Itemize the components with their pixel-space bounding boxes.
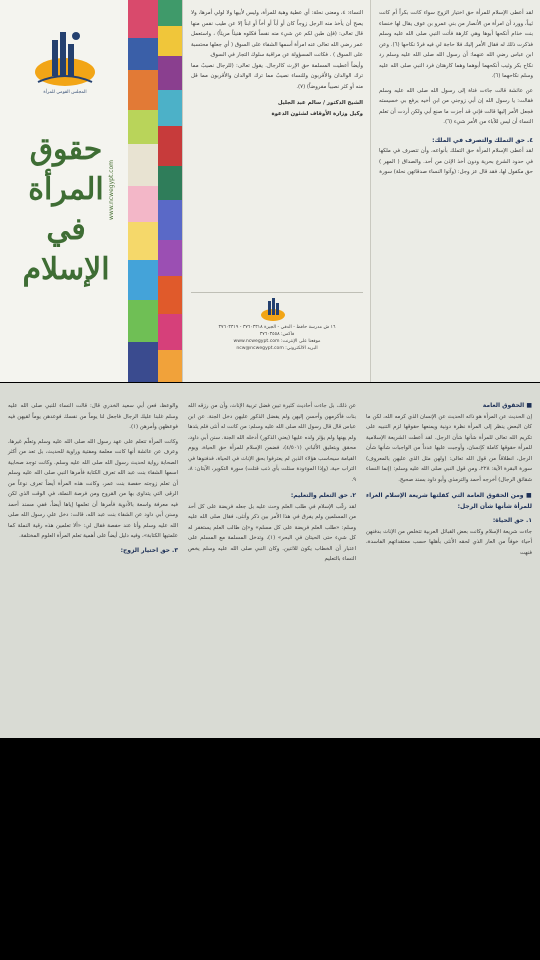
contact-fax: فاكس: ٣٧٦٠٣٥٥٨ (259, 332, 295, 337)
section-heading-right-to-life: ١. حق الحياة: (492, 517, 532, 524)
inner-left-column (8, 401, 178, 556)
inner-right-paragraph-1: إن الحديث عن المرأة هو ذاته الحديث عن الإنسان الذي كرمه الله، لكن ما كان البعض ينظر إلى المرأة نظرة دونية ويمنعها حقوقها لزم التنبيه على تكريم الله تعالى للمرأة شأنها شأن الرجل. لقد أعطت الشريعة الإسلامية للمرأة حقوقها كاملة كإنسان، وأوجبت عليها عدداً من الواجبات شأنها شأن الرجل، انطلاقاً من قول الله تعالى: (ولهن مثل الذي عليهن بالمعروف) سورة البقرة الآية: ٢٢٨، ومن قول النبي صلى الله عليه وسلم: (إنما النساء شقائق الرجال) أخرجه أحمد والترمذي وأبو داود بسند صحيح. (366, 413, 532, 483)
section-heading-choose-husband: ٣. حق اختيار الزوج: (120, 546, 178, 554)
middle-panel (182, 0, 370, 382)
cover-title-line2: المرأة في (28, 172, 104, 247)
signature-title: وكيل وزارة الأوقاف لشئون الدعوة (271, 110, 363, 117)
contact-email[interactable]: البريد الالكتروني: ncw@ncwegypt.com (236, 346, 318, 351)
contact-block (191, 324, 363, 352)
signature-name: الشيخ الدكتور / سالم عبد الجليل (277, 100, 363, 106)
inner-middle-paragraph-1: عن ذلك، بل جاءت أحاديث كثيرة تبين فضل تربية الإناث، وأن من رزقه الله بنات فأكرمهن وأحسن إليهن ولم يفضل الذكور عليهن دخل الجنة. عن ابن عباس قال قال رسول الله صلى الله عليه وسلم: من كانت له أنثى فلم يئدها ولم يهنها ولم يؤثر ولده عليها (يعني الذكور) أدخله الله الجنة. سنن أبي داود، محقق وبتعليق الألباني (٤/٥٠١)، فضمن الإسلام للمرأة حق الحياة، ويوم القيامة سيحاسب هؤلاء الذين لم يعترفوا بحق الإناث في الحياة، فدفنوها في التراب حية، (وإذا الموءودة سئلت بأي ذنب قتلت) سورة التكوير، الآيتان: ٨، ٩. (188, 403, 356, 483)
divider (191, 292, 363, 293)
inner-left-paragraph-1: والوعظ، فعن أبي سعيد الخدري قال: قالت النساء للنبي صلى الله عليه وسلم غلبنا عليك الرجال فاجعل لنا يوماً من نفسك فوعدهن يوماً لقيهن فيه فوعظهن وأمرهن (١). (8, 403, 178, 430)
section-heading-ownership: ٤. حق التملك والتصرف في الملك: (432, 136, 533, 144)
contact-address: ١٦ ش مدرسة حافظ - الدقي - الجيزة ٣٧٦٠٣٣١٨ - ٣٧٦٠٣٣١٩ (218, 325, 336, 330)
ncw-logo-icon (30, 26, 100, 92)
brochure-outer-side (0, 0, 540, 382)
cover-panel (0, 0, 128, 382)
right-panel (370, 0, 540, 382)
brochure-inner-side (0, 383, 540, 738)
inner-middle-paragraph-2: لقد رغّب الإسلام في طلب العلم وحث عليه بل جعله فريضة على كل أحد من المسلمين ولم يفرق في هذا الأمر بين ذكر وأنثى، فقال صلى الله عليه وسلم: «طلب العلم فريضة على كل مسلم» و«إن طالب العلم يستغفر له كل شيء حتى الحيتان في البحر» (١)، وتدخل المسلمة مع المسلم على اعتبار أن الخطاب يكون للاثنين. وكان النبي صلى الله عليه وسلم يخص النساء بالتعليم (188, 503, 357, 562)
public-rights-title: الحقوق العامة (482, 402, 525, 409)
cover-title-line1: حقوق (29, 132, 103, 167)
contact-site[interactable]: موقعنا على الإنترنت: www.ncwegypt.com (233, 339, 321, 344)
middle-paragraph-2: وأيضاً أعطيت المسلمة حق الإرث كالرجال. يقول تعالى: (للرجال نصيبٌ مما ترك الوالدان والأقربون وللنساء نصيبٌ مما ترك الوالدان والأقربون مما قل منه أو كثر نصيباً مفروضاً) (٧). (191, 62, 363, 90)
inner-left-paragraph-2: وكانت المرأة تتعلم على عهد رسول الله صلى الله عليه وسلم وتعلّم غيرها، وعرف عن عائشة أنها كانت معلمة ومفتية وراوية للحديث، بل تعد من أكثر الصحابة رواية لحديث رسول الله صلى الله عليه وسلم. وكانت توجد صحابية اسمها الشفاء بنت عبد الله تعرف الكتابة فأمرها النبي صلى الله عليه وسلم أن تعلم زوجته حفصة بنت عمر، وكانت هذه المرأة أيضاً تعرف نوعاً من الرقى التي يتداوى بها من القروح ومن فرصة النملة، في الوقت الذي لكن فيه معرفة واسعة بالأدوية فأمرها أن تعلمها إياها أيضاً، ففي مسند أحمد وسنن أبي داود عن الشفاء بنت عبد الله، قالت: دخل علي رسول الله صلى الله عليه وسلم وأنا عند حفصة فقال لي: «ألا تعلمين هذه رقية النملة كما علمتيها الكتابة»، وفيه دليل أيضاً على أهمية تعلم المرأة العلوم المختلفة. (8, 438, 178, 539)
right-paragraph-1: لقد أعطى الإسلام للمرأة حق اختيار الزوج سواء كانت بكراً أم كانت ثيباً، وورد أن امرأة من الأنصار من بني عمرو بن عوف يقال لها خنساء بنت خذام أنكحها أبوها وهي كارهة فأتت النبي صلى الله عليه وسلم فذكرت ذلك له فقال الأمر إليك فلا حاجة لي فيه فردّ نكاحها (٦). وعن ابن عباس رضي الله عنهما: أن رسول الله صلى الله عليه وسلم رد نكاح بكر وثيب أنكحهما أبوهما وهما كارهتان فرد النبي صلى الله عليه وسلم نكاحهما (٦). (379, 10, 533, 79)
right-paragraph-3: لقد أعطى الإسلام المرأة حق التملك بأنواعه، وأن تتصرف في ملكها في حدود الشرع بحرية ودون أخذ الإذن من أحد. والصداق ( المهر ) حق مكفول لها، فقد قال عز وجل: (وآتوا النساء صدقاتهن نحلة) سورة (379, 148, 533, 175)
inner-middle-column (188, 401, 356, 565)
mosaic-strip (128, 0, 182, 382)
section-heading-education: ٢. حق التعلم والتعليم: (290, 492, 356, 499)
right-paragraph-2: عن عائشة قالت جاءت فتاة إلى رسول الله صلى الله عليه وسلم فقالت: يا رسول الله إن أبي زوجني من ابن أخيه يرفع بي خسيسته فجعل الأمر إليها قالت فإني قد أجزت ما صنع أبي ولكن أردت أن تعلم النساء أن ليس للآباء من الأمر شيء (٦). (379, 87, 533, 125)
ncw-small-logo-icon (259, 296, 287, 322)
section-heading-public-rights: ■ الحقوق العامة (482, 402, 532, 409)
section-heading-sharia-rights: ■ ومن الحقوق العامة التي كفلتها شريعة الإسلام الغراء للمرأة شأنها شأن الرجل: (366, 492, 533, 510)
inner-right-paragraph-2: جاءت شريعة الإسلام وكانت بعض القبائل العربية تتخلص من الإناث بدفنهن أحياء خوفاً من العار الذي لحقه الأنثى بأهلها حسب معتقداتهم الفاسدة، فنهت (366, 528, 532, 556)
right-text (379, 8, 533, 178)
logo-caption: المجلس القومي للمرأة (43, 90, 87, 95)
inner-right-column (366, 401, 532, 558)
cover-title (12, 130, 120, 290)
middle-text (191, 8, 363, 119)
middle-paragraph-1: النساء: ٤، ومعنى نحلة: أي عطية وهبة للمرأة، وليس لأبيها ولا لولي أمرها، ولا يصح أن يأخذ منه الرجل زوجاً كان أو أباً أو أخاً أو ابناً إلا عن طيب نفس منها قال تعالى: (فإن طبن لكم عن شيء منه نفساً فكلوه هنيئاً مريئاً) ، واستعمل عمر رضي الله تعالى عنه امرأة أسمها الشفاء على السوق ( أي جعلها محتسبة على السوق ) . فكانت المسؤولة عن مراقبة سلوك التجار في السوق. (191, 10, 363, 58)
cover-title-line3: الإسلام (22, 252, 110, 287)
sharia-rights-title: ومن الحقوق العامة التي كفلتها شريعة الإسلام الغراء للمرأة شأنها شأن الرجل: (366, 492, 532, 510)
cover-website: www.ncwegypt.com (108, 159, 115, 220)
